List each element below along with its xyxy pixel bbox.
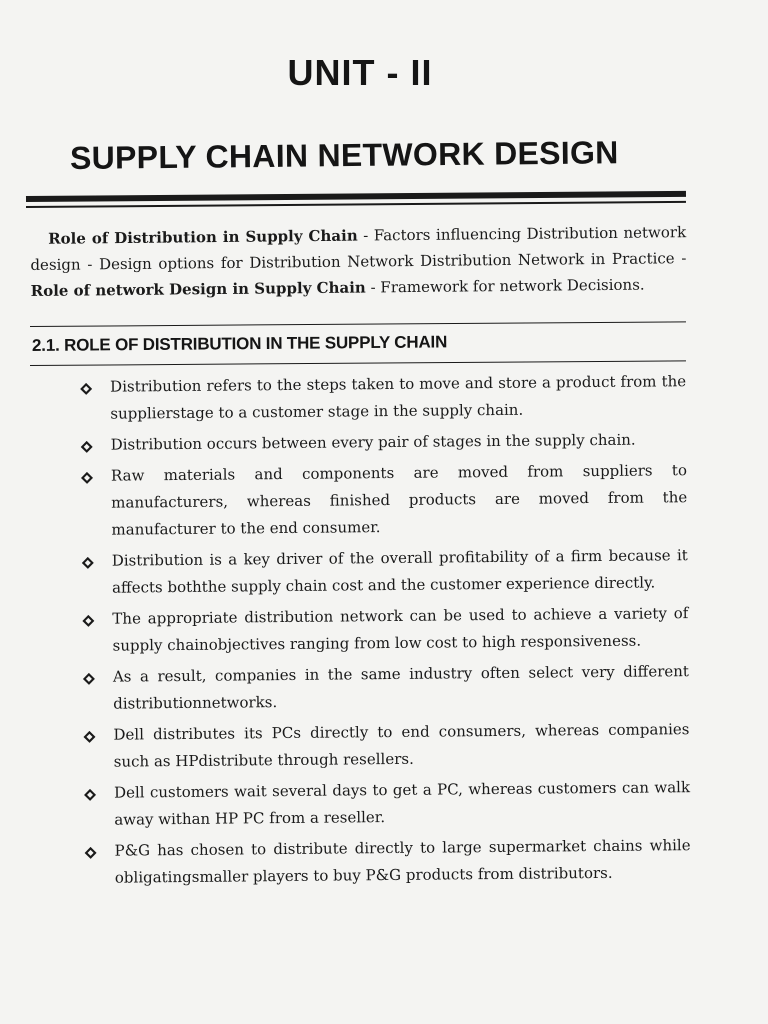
section-rule-top: [30, 321, 686, 327]
list-item: [78, 600, 688, 660]
diamond-bullet-icon: [83, 731, 95, 743]
list-item: [79, 658, 689, 718]
diamond-bullet-icon: [81, 441, 93, 453]
section-rule-bottom: [30, 360, 686, 366]
bullet-text: As a result, companies in the same industry often select very different distributionnetworks.: [112, 662, 689, 713]
diamond-bullet-icon: [84, 789, 96, 801]
list-item: [77, 426, 687, 459]
unit-title: UNIT - II: [287, 52, 433, 93]
diamond-bullet-icon: [83, 673, 95, 685]
list-item: [80, 832, 690, 892]
bullet-text: P&G has chosen to distribute directly to large supermarket chains while obligatingsmaller players to buy P&G products from distributors.: [114, 836, 691, 887]
diamond-bullet-icon: [82, 615, 94, 627]
diamond-bullet-icon: [81, 472, 93, 484]
list-item: [79, 716, 689, 776]
intro-separator: -: [674, 249, 687, 268]
title-rule-thick: [26, 191, 686, 202]
intro-topic-5: Framework for network Decisions.: [380, 275, 645, 297]
unit-syllabus-intro: [30, 219, 687, 304]
diamond-bullet-icon: [80, 383, 92, 395]
bullet-list: [76, 368, 691, 896]
intro-topic-3: Design options for Distribution Network Distribution Network in Practice: [98, 249, 675, 274]
intro-topic-2: Factors influencing Distribution network design: [30, 223, 687, 274]
list-item: [80, 774, 690, 834]
list-item: [77, 457, 688, 544]
intro-separator: -: [357, 226, 374, 245]
bullet-text: Dell customers wait several days to get a PC, whereas customers can walk away withan HP PC from a reseller.: [113, 778, 691, 829]
bullet-text: Dell distributes its PCs directly to end consumers, whereas companies such as HPdistribute through resellers.: [113, 720, 690, 771]
bullet-text: Distribution refers to the steps taken to move and store a product from the supplierstage to a customer stage in the supply chain.: [110, 372, 687, 423]
intro-topic-4: Role of network Design in Supply Chain: [30, 278, 366, 300]
list-item: [76, 368, 686, 428]
bullet-text: The appropriate distribution network can be used to achieve a variety of supply chainobjectives ranging from low cost to high responsiveness.: [112, 604, 689, 655]
bullet-text: Distribution is a key driver of the overall profitability of a firm because it affects boththe supply chain cost and the customer experience directly.: [111, 546, 688, 597]
bullet-text: Distribution occurs between every pair of stages in the supply chain.: [110, 430, 636, 454]
diamond-bullet-icon: [85, 847, 97, 859]
page-title: SUPPLY CHAIN NETWORK DESIGN: [69, 134, 619, 176]
bullet-text: Raw materials and components are moved from suppliers to manufacturers, whereas finished products are moved from the manufacturer to the end consumer.: [110, 461, 688, 539]
diamond-bullet-icon: [82, 557, 94, 569]
intro-topic-1: Role of Distribution in Supply Chain: [48, 226, 358, 248]
title-rule-thin: [26, 201, 686, 208]
section-heading: 2.1. ROLE OF DISTRIBUTION IN THE SUPPLY CHAIN: [31, 332, 448, 355]
intro-separator: -: [365, 278, 381, 297]
intro-separator: -: [80, 255, 100, 274]
list-item: [78, 542, 688, 602]
